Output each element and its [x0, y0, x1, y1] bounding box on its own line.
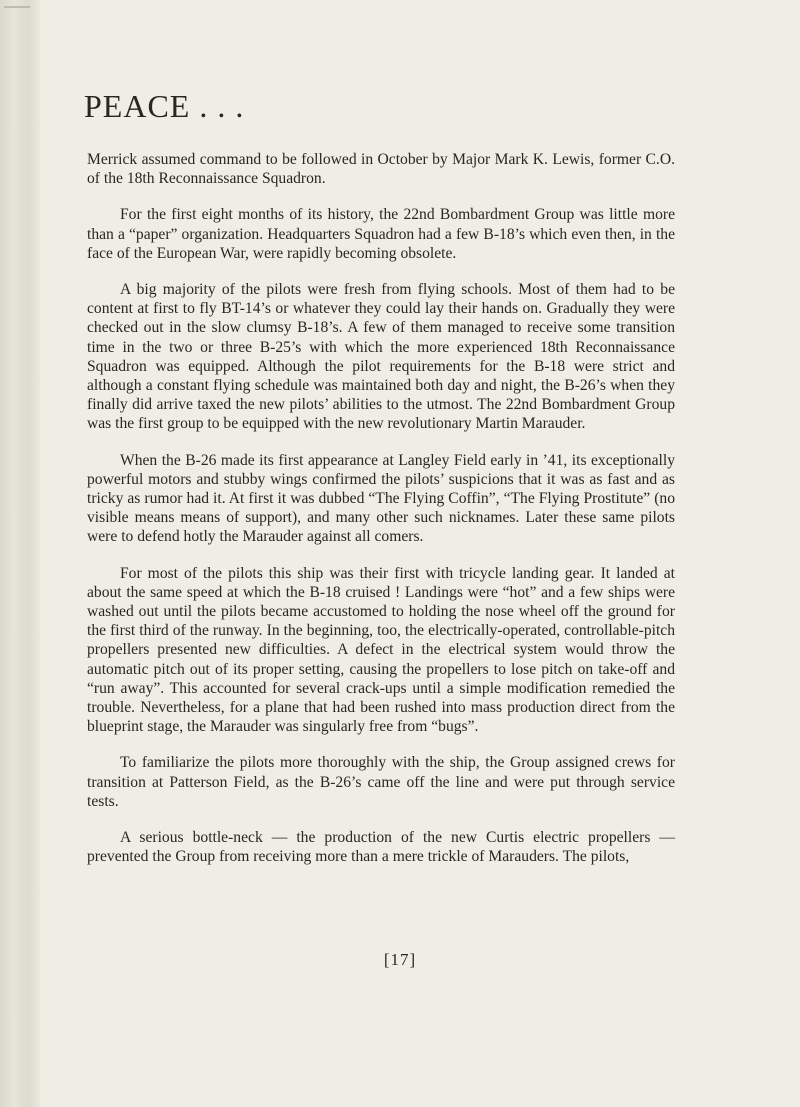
page-number: [17] — [383, 950, 417, 969]
body-text — [87, 150, 675, 884]
page-heading: PEACE . . . — [84, 88, 245, 124]
paragraph-tricycle-gear: For most of the pilots this ship was their first with tricycle landing gear. It landed at about the same speed at which the B-18 cruised ! Landings were “hot” and a few ships were washed out until the pilots became accustomed to holding the nose wheel off the ground for the first third of the runway. In the beginning, too, the electrically-operated, controllable-pitch propellers presented new difficulties. A defect in the electrical system would throw the automatic pitch out of its proper setting, causing the propellers to lose pitch on take-off and “run away”. This accounted for several crack-ups until a simple modification remedied the trouble. Nevertheless, for a plane that had been rushed into mass production direct from the blueprint stage, the Marauder was singularly free from “bugs”. — [87, 564, 675, 736]
paragraph-propeller-bottleneck: A serious bottle-neck — the production of the new Curtis electric propellers — prevented the Group from receiving more than a mere trickle of Marauders. The pilots, — [87, 829, 675, 866]
binding-mark — [4, 6, 30, 8]
paragraph-patterson-field: To familiarize the pilots more thoroughly with the ship, the Group assigned crews for transition at Patterson Field, as the B-26’s came off the line and were put through service tests. — [87, 754, 675, 810]
paragraph-pilots-training: A big majority of the pilots were fresh from flying schools. Most of them had to be content at first to fly BT-14’s or whatever they could lay their hands on. Gradually they were checked out in the slow clumsy B-18’s. A few of them managed to receive some transition time in the two or three B-25’s with which the more experienced 18th Reconnaissance Squadron was equipped. Although the pilot requirements for the B-18 were strict and although a constant flying schedule was maintained both day and night, the B-26’s when they finally did arrive taxed the new pilots’ abilities to the utmost. The 22nd Bombardment Group was the first group to be equipped with the new revolutionary Martin Marauder. — [87, 281, 675, 433]
book-binding-edge — [0, 0, 41, 1107]
paragraph-b26-arrival: When the B-26 made its first appearance at Langley Field early in ’41, its exceptionally powerful motors and stubby wings confirmed the pilots’ suspicions that it was as fast and as tricky as rumor had it. At first it was dubbed “The Flying Coffin”, “The Flying Prostitute” (no visible means means of support), and many other such nicknames. Later these same pilots were to defend hotly the Marauder against all comers. — [87, 451, 675, 546]
paragraph-paper-organization: For the first eight months of its history, the 22nd Bombardment Group was little more than a “paper” organization. Headquarters Squadron had a few B-18’s which even then, in the face of the European War, were rapidly becoming obsolete. — [87, 206, 675, 262]
paragraph-continuation: Merrick assumed command to be followed in October by Major Mark K. Lewis, former C.O. of the 18th Reconnaissance Squadron. — [87, 151, 675, 188]
